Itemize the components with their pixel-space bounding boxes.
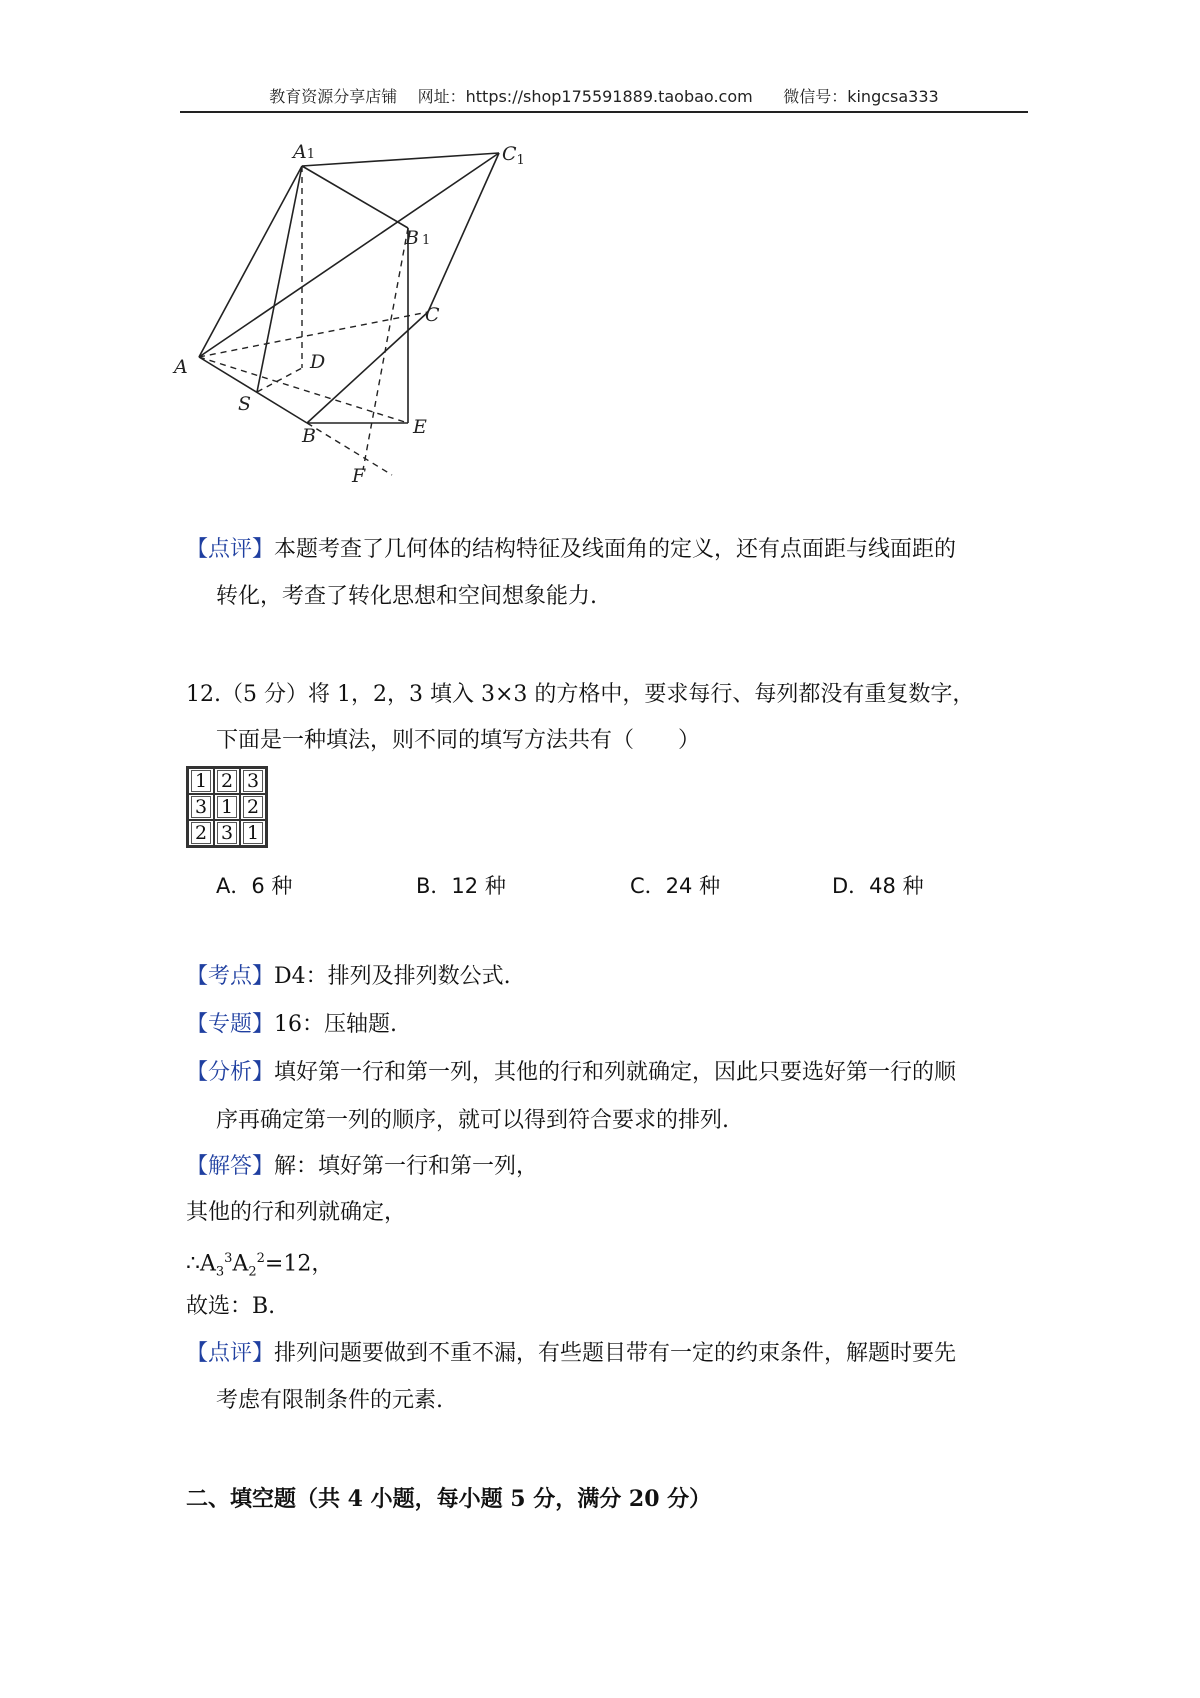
- question-12-line-1: 12.（5 分）将 1，2，3 填入 3×3 的方格中，要求每行、每列都没有重复数字，: [186, 682, 975, 707]
- edge-A-A1: [199, 166, 302, 357]
- grid-cell: 3: [188, 794, 215, 820]
- review-1-text: 本题考查了几何体的结构特征及线面角的定义，还有点面距与线面距的: [274, 537, 957, 562]
- grid-cell: 2: [188, 820, 215, 847]
- edge-A-E: [199, 357, 408, 423]
- label-C1: $C_1$: [502, 143, 525, 168]
- grid-cell: 1: [188, 768, 215, 795]
- grid-row: [188, 820, 267, 847]
- kaodian-tag: 【考点】: [186, 964, 275, 989]
- edge-B1-F: [363, 228, 408, 470]
- answer-line: 故选：B.: [186, 1294, 276, 1319]
- label-A: A: [174, 356, 188, 378]
- edge-S-A1: [257, 166, 302, 392]
- label-A1: A1: [293, 141, 316, 163]
- formula-line: $\therefore A_3^3A_2^2=12$，: [186, 1251, 334, 1280]
- grid-cell: 2: [214, 768, 240, 795]
- zhuanti-tag: 【专题】: [186, 1012, 275, 1037]
- review-tag: 【点评】: [186, 537, 275, 562]
- example-grid: [186, 766, 268, 848]
- fenxi-tag: 【分析】: [186, 1060, 275, 1085]
- option-a: A．6 种: [216, 874, 293, 898]
- label-D: D: [310, 351, 326, 373]
- grid-cell: 2: [240, 794, 267, 820]
- dianping-tag: 【点评】: [186, 1341, 275, 1366]
- solid-edges: [199, 153, 499, 423]
- header-rule: [180, 111, 1028, 113]
- option-b: B．12 种: [416, 874, 506, 898]
- option-c: C．24 种: [630, 874, 721, 898]
- edge-A1-B1: [302, 166, 408, 228]
- edge-B-F: [307, 423, 392, 475]
- review-1-line-1: [186, 535, 956, 565]
- label-E: E: [413, 416, 427, 438]
- dianping-line-2: 考虑有限制条件的元素.: [216, 1388, 443, 1413]
- dianping-line-1: 【点评】排列问题要做到不重不漏，有些题目带有一定的约束条件，解题时要先: [186, 1341, 957, 1366]
- grid-cell: 1: [240, 820, 267, 847]
- page-header: 教育资源分享店铺 网址：https://shop175591889.taobao.com 微信号：kingcsa333: [269, 87, 939, 106]
- zhuanti-line: 【专题】16：压轴题.: [186, 1012, 398, 1037]
- option-d: D．48 种: [832, 874, 924, 898]
- label-B: B: [302, 425, 316, 447]
- label-B1: B 1: [405, 227, 431, 249]
- edge-A-B: [199, 357, 307, 423]
- grid-row: [188, 794, 267, 820]
- edge-S-D: [257, 368, 302, 392]
- question-12-line-2: 下面是一种填法，则不同的填写方法共有（ ）: [216, 728, 701, 753]
- jieda-line-1: 【解答】解：填好第一行和第一列，: [186, 1154, 539, 1179]
- geometry-figure: [174, 140, 600, 520]
- jieda-tag: 【解答】: [186, 1154, 275, 1179]
- grid-row: [188, 768, 267, 795]
- fenxi-line-2: 序再确定第一列的顺序，就可以得到符合要求的排列.: [216, 1108, 729, 1133]
- grid-cell: 3: [240, 768, 267, 795]
- label-F: F: [352, 465, 366, 487]
- jieda-line-2: 其他的行和列就确定，: [186, 1200, 407, 1225]
- kaodian-line: 【考点】D4：排列及排列数公式.: [186, 964, 511, 989]
- label-S: S: [238, 393, 252, 415]
- label-C: C: [425, 304, 440, 326]
- grid-cell: 1: [214, 794, 240, 820]
- fenxi-line-1: 【分析】填好第一行和第一列，其他的行和列就确定，因此只要选好第一行的顺: [186, 1060, 957, 1085]
- section-2-title: 二、填空题（共 4 小题，每小题 5 分，满分 20 分）: [186, 1486, 712, 1512]
- review-1-line-2: 转化，考查了转化思想和空间想象能力.: [216, 584, 597, 609]
- edge-A1-C1: [302, 153, 499, 166]
- grid-cell: 3: [214, 820, 240, 847]
